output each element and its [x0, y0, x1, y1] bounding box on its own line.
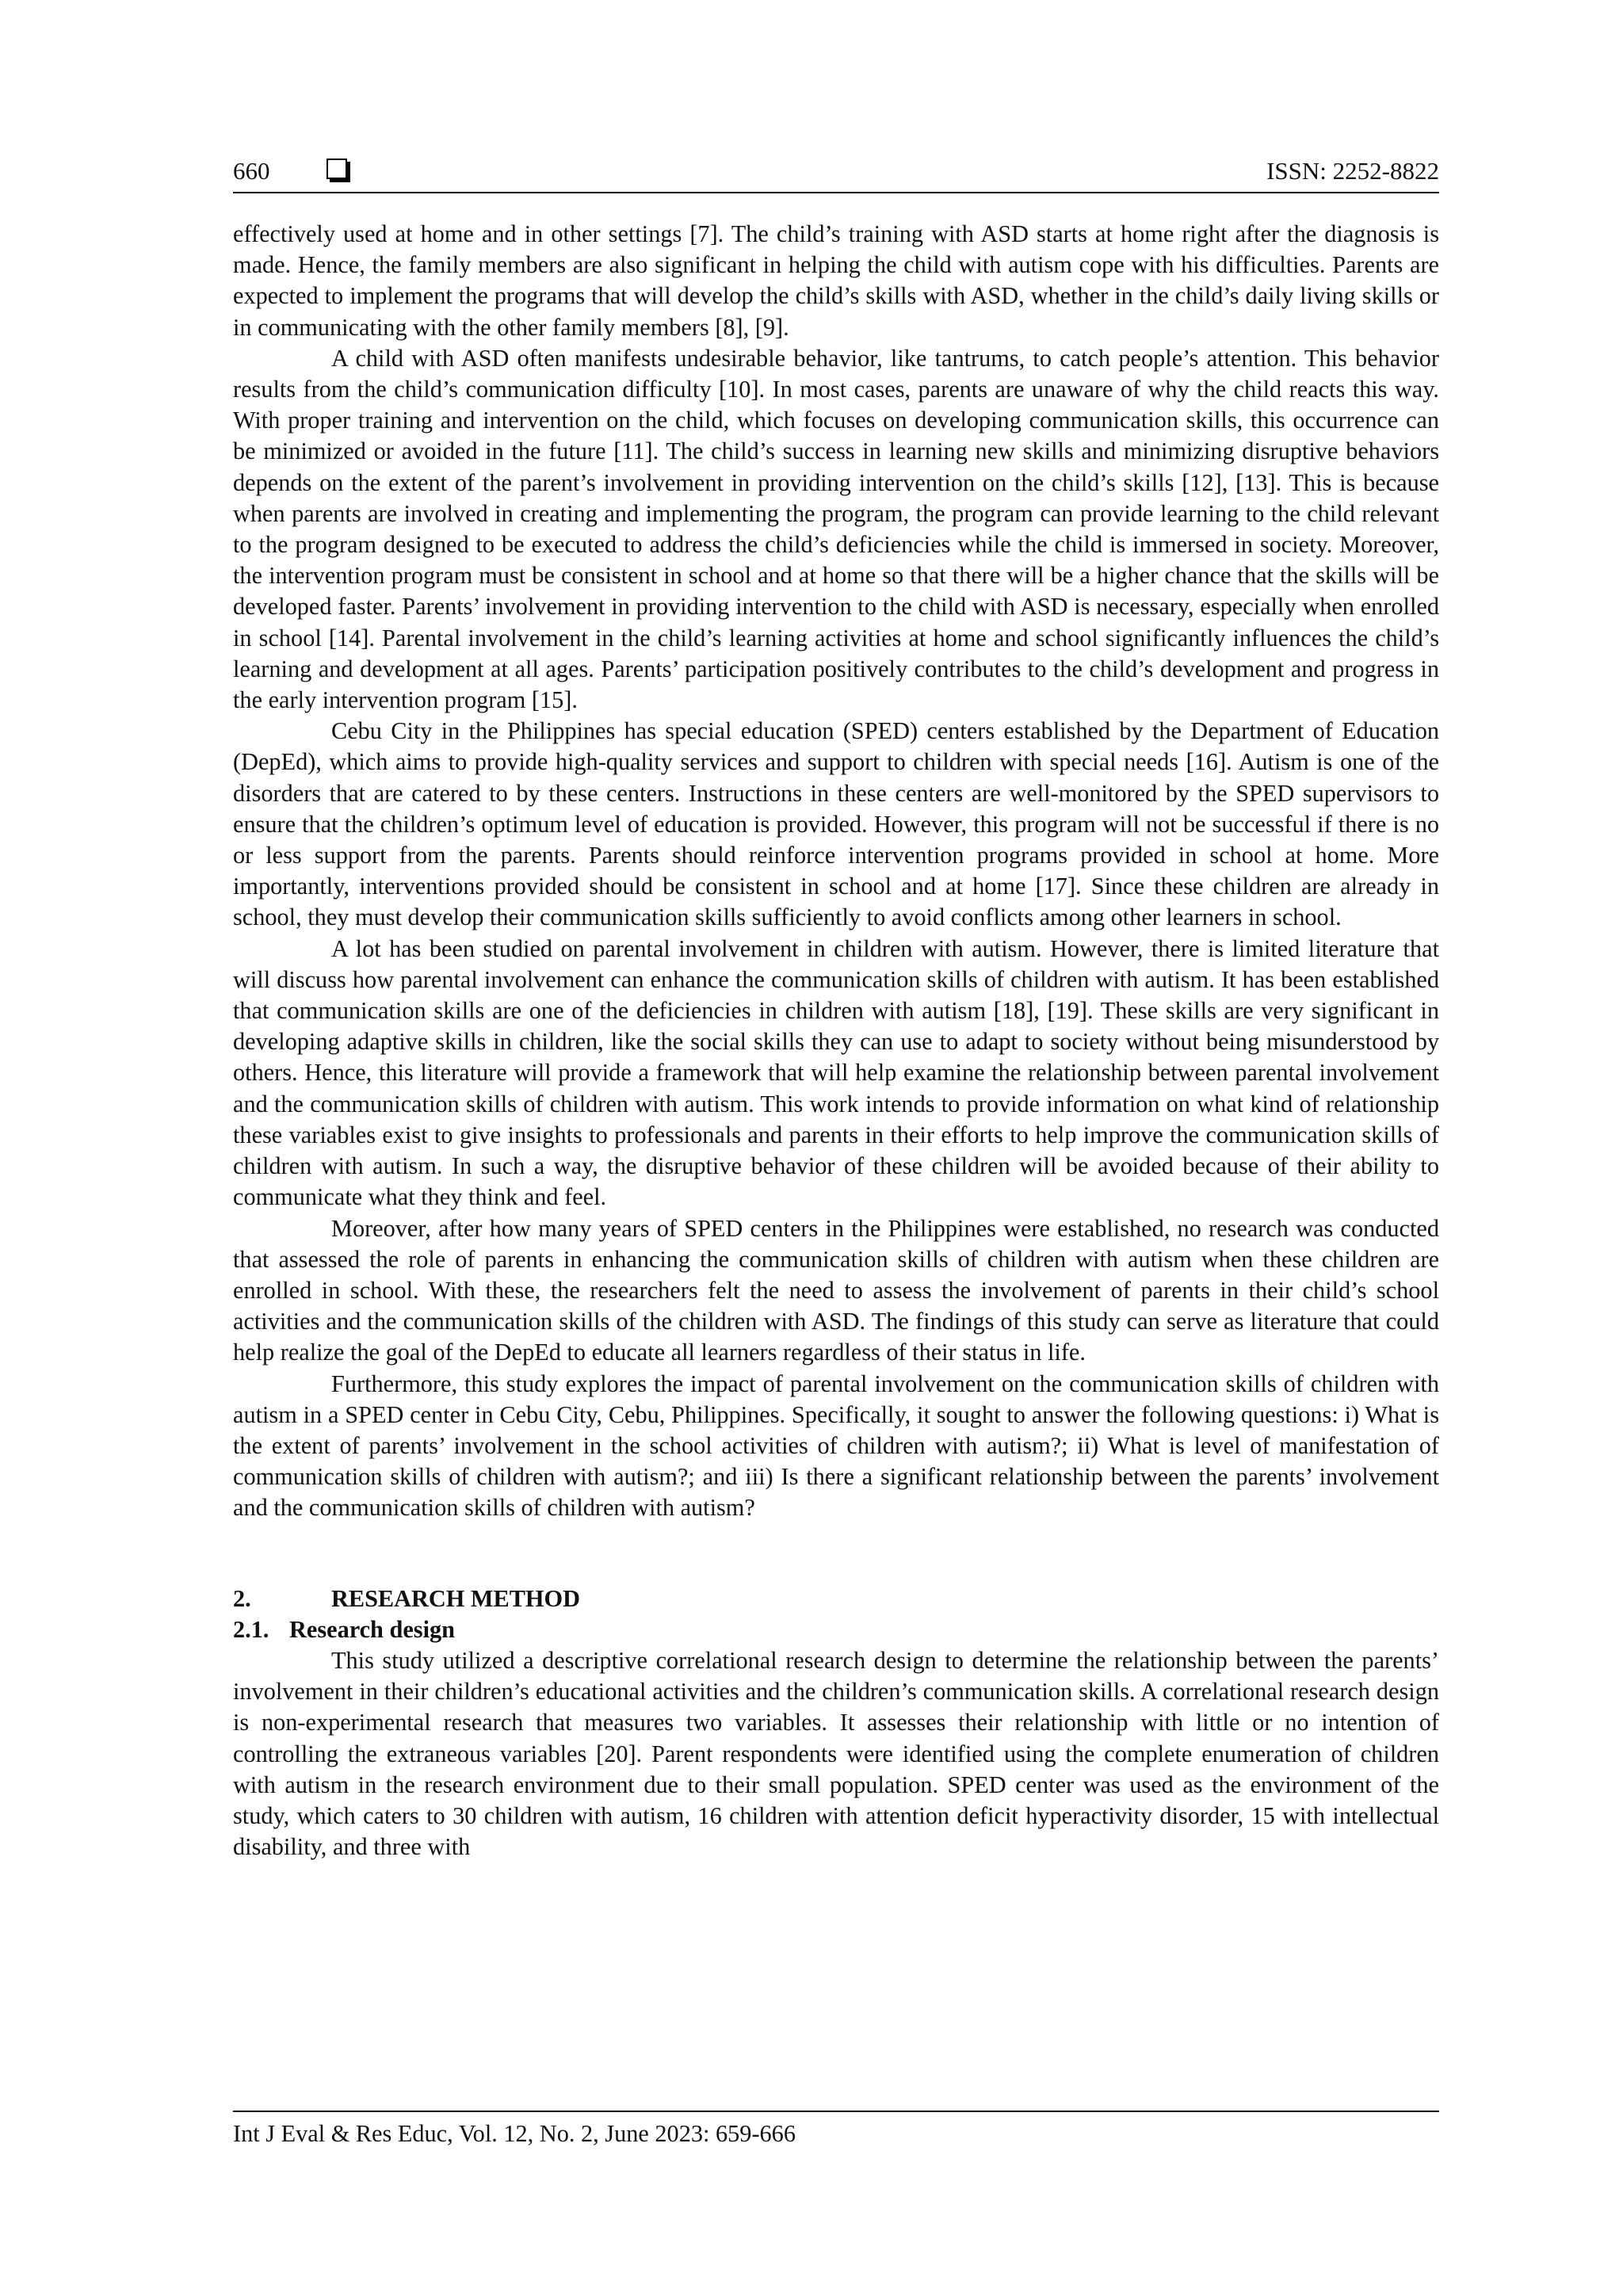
page-number: 660: [233, 157, 270, 185]
square-box-icon: [327, 159, 347, 179]
section-title: RESEARCH METHOD: [331, 1584, 580, 1612]
section-heading: [233, 1584, 1439, 1614]
body-paragraph-2: A child with ASD often manifests undesirable behavior, like tantrums, to catch people’s attention. This behavior results from the child’s communication difficulty [10]. In most cases, parents are unaware of why the child reacts this way. With proper training and intervention on the child, which focuses on developing communication skills, this occurrence can be minimized or avoided in the future [11]. The child’s success in learning new skills and minimizing disruptive behaviors depends on the extent of the parent’s involvement in providing intervention on the child’s skills [12], [13]. This is because when parents are involved in creating and implementing the program, the program can provide learning to the child relevant to the program designed to be executed to address the child’s deficiencies while the child is immersed in society. Moreover, the intervention program must be consistent in school and at home so that there will be a higher chance that the skills will be developed faster. Parents’ involvement in providing intervention to the child with ASD is necessary, especially when enrolled in school [14]. Parental involvement in the child’s learning activities at home and school significantly influences the child’s learning and development at all ages. Parents’ participation positively contributes to the child’s development and progress in the early intervention program [15].: [233, 344, 1439, 714]
body-paragraph-1: effectively used at home and in other settings [7]. The child’s training with ASD starts at home right after the diagnosis is made. Hence, the family members are also significant in helping the child with autism cope with his difficulties. Parents are expected to implement the programs that will develop the child’s skills with ASD, whether in the child’s daily living skills or in communicating with the other family members [8], [9].: [233, 220, 1439, 341]
method-paragraph: This study utilized a descriptive correlational research design to determine the relationship between the parents’ involvement in their children’s educational activities and the children’s communication skills. A correlational research design is non-experimental research that measures two variables. It assesses their relationship with little or no intention of controlling the extraneous variables [20]. Parent respondents were identified using the complete enumeration of children with autism in the research environment due to their small population. SPED center was used as the environment of the study, which caters to 30 children with autism, 16 children with attention deficit hyperactivity disorder, 15 with intellectual disability, and three with: [233, 1646, 1439, 1861]
issn-label: ISSN: 2252-8822: [1266, 157, 1439, 185]
article-body: [233, 219, 1439, 1862]
subsection-number: 2.1.: [233, 1615, 269, 1643]
page-header: [233, 152, 1439, 193]
body-paragraph-6: Furthermore, this study explores the impact of parental involvement on the communication skills of children with autism in a SPED center in Cebu City, Cebu, Philippines. Specifically, it sought to answer the following questions: i) What is the extent of parents’ involvement in the school activities of children with autism?; ii) What is level of manifestation of communication skills of children with autism?; and iii) Is there a significant relationship between the parents’ involvement and the communication skills of children with autism?: [233, 1370, 1439, 1522]
page-footer: [233, 2111, 1439, 2148]
subsection-title: Research design: [289, 1615, 455, 1643]
body-paragraph-5: Moreover, after how many years of SPED centers in the Philippines were established, no research was conducted that assessed the role of parents in enhancing the communication skills of children with autism when these children are enrolled in school. With these, the researchers felt the need to assess the involvement of parents in their child’s school activities and the communication skills of the children with ASD. The findings of this study can serve as literature that could help realize the goal of the DepEd to educate all learners regardless of their status in life.: [233, 1214, 1439, 1366]
body-paragraph-4: A lot has been studied on parental involvement in children with autism. However, there is limited literature that will discuss how parental involvement can enhance the communication skills of children with autism. It has been established that communication skills are one of the deficiencies in children with autism [18], [19]. These skills are very significant in developing adaptive skills in children, like the social skills they can use to adapt to society without being misunderstood by others. Hence, this literature will provide a framework that will help examine the relationship between parental involvement and the communication skills of children with autism. This work intends to provide information on what kind of relationship these variables exist to give insights to professionals and parents in their efforts to help improve the communication skills of children with autism. In such a way, the disruptive behavior of these children will be avoided because of their ability to communicate what they think and feel.: [233, 934, 1439, 1211]
journal-citation: Int J Eval & Res Educ, Vol. 12, No. 2, June 2023: 659-666: [233, 2120, 796, 2147]
subsection-heading: [233, 1614, 1439, 1645]
body-paragraph-3: Cebu City in the Philippines has special education (SPED) centers established by the Department of Education (DepEd), which aims to provide high-quality services and support to children with special needs [16]. Autism is one of the disorders that are catered to by these centers. Instructions in these centers are well-monitored by the SPED supervisors to ensure that the children’s optimum level of education is provided. However, this program will not be successful if there is no or less support from the parents. Parents should reinforce intervention programs provided in school at home. More importantly, interventions provided should be consistent in school and at home [17]. Since these children are already in school, they must develop their communication skills sufficiently to avoid conflicts among other learners in school.: [233, 717, 1439, 931]
section-number: 2.: [233, 1584, 251, 1612]
